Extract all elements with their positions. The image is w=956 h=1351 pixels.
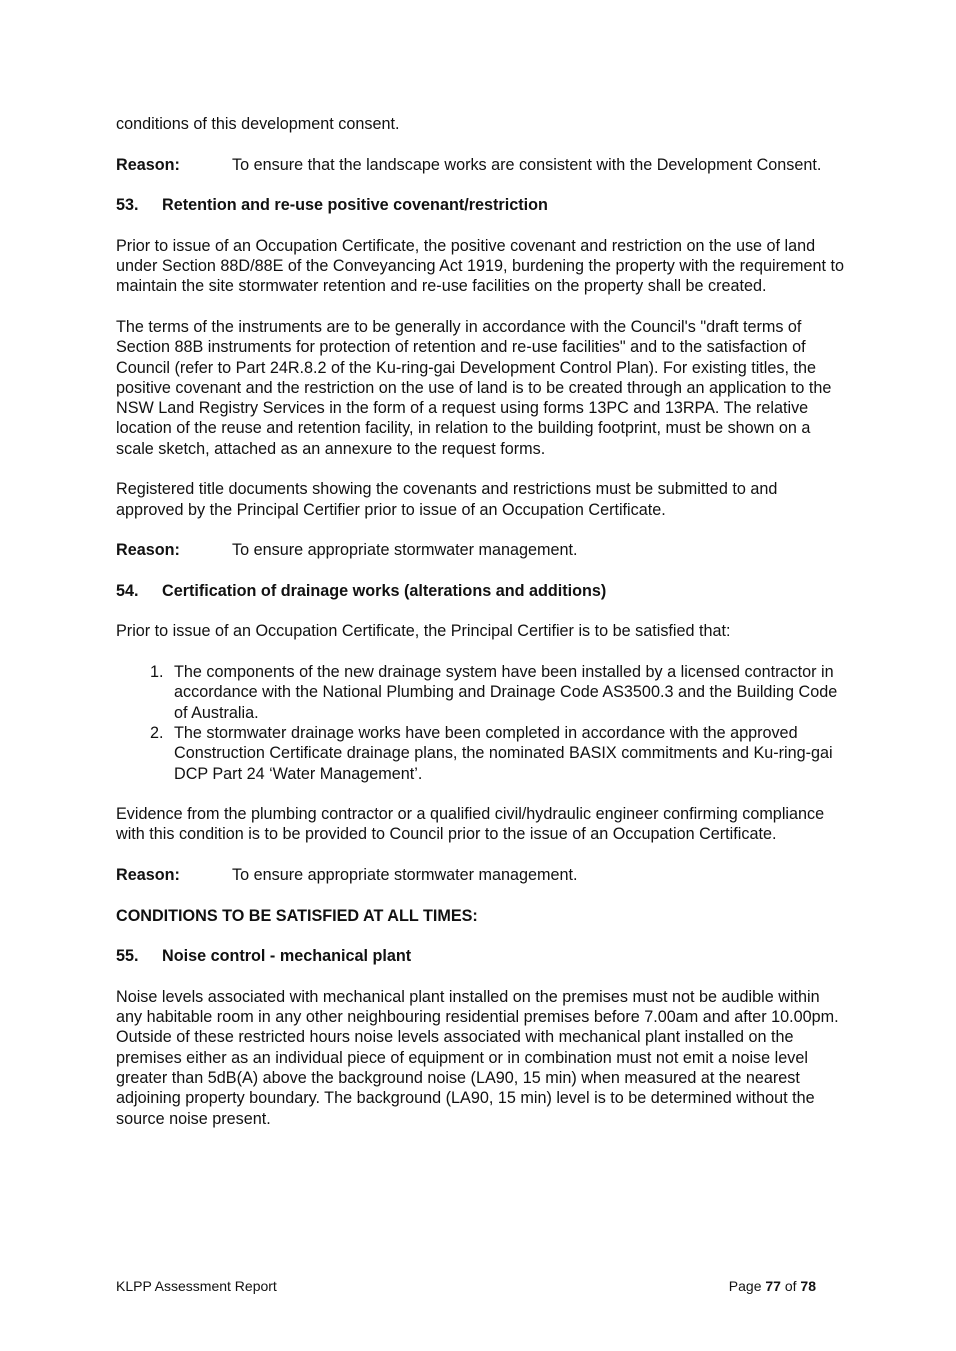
list-item-text: The components of the new drainage system have been installed by a licensed contractor in accordance with the National Plumbing and Drainage Code AS3500.3 and the Building Code of Australia. xyxy=(174,663,838,722)
section-54-paragraph-2: Evidence from the plumbing contractor or a qualified civil/hydraulic engineer confirming compliance with this condition is to be provided to Council prior to the issue of an Occupation Certificate. xyxy=(116,805,825,844)
list-item xyxy=(116,662,846,723)
section-53-title: Retention and re-use positive covenant/restriction xyxy=(162,196,548,215)
section-55-paragraph-1: Noise levels associated with mechanical plant installed on the premises must not be audible within any habitable room in any other neighbouring residential premises before 7.00am and after 10.00pm. Outside of these restricted hours noise levels associated with mechanical plant installed on the premises either as an individual piece of equipment or in combination must not emit a noise level greater than 5dB(A) above the background noise (LA90, 15 min) when measured at the nearest adjoining property boundary. The background (LA90, 15 min) level is to be determined without the source noise present. xyxy=(116,987,839,1128)
reason-row-landscape xyxy=(116,155,846,175)
list-item-number: 1. xyxy=(150,663,164,682)
list-item xyxy=(116,723,846,784)
reason-text: To ensure appropriate stormwater management. xyxy=(232,865,578,884)
section-53-heading xyxy=(116,195,846,215)
section-54-number: 54. xyxy=(116,581,139,600)
section-54-list xyxy=(116,662,846,784)
footer-page-number xyxy=(729,1277,816,1295)
section-54-heading xyxy=(116,581,846,601)
section-53-paragraph-3: Registered title documents showing the covenants and restrictions must be submitted to and approved by the Principal Certifier prior to issue of an Occupation Certificate. xyxy=(116,480,778,519)
reason-label: Reason: xyxy=(116,541,180,560)
section-55-title: Noise control - mechanical plant xyxy=(162,947,412,966)
reason-label: Reason: xyxy=(116,865,180,884)
document-page xyxy=(116,114,846,1149)
section-55-number: 55. xyxy=(116,947,139,966)
section-54-paragraph-1: Prior to issue of an Occupation Certificate, the Principal Certifier is to be satisfied that: xyxy=(116,622,731,641)
footer-page-current: 77 xyxy=(765,1278,781,1294)
section-54-title: Certification of drainage works (alterations and additions) xyxy=(162,581,607,600)
intro-paragraph: conditions of this development consent. xyxy=(116,115,400,133)
footer-page-word: Page xyxy=(728,1278,762,1294)
list-item-text: The stormwater drainage works have been completed in accordance with the approved Construction Certificate drainage plans, the nominated BASIX commitments and Ku-ring-gai DCP Part 24 ‘Water Management’. xyxy=(174,723,833,783)
footer-page-total: 78 xyxy=(800,1278,816,1294)
section-55-heading xyxy=(116,946,846,966)
section-53-paragraph-1: Prior to issue of an Occupation Certificate, the positive covenant and restriction on the use of land under Section 88D/88E of the Conveyancing Act 1919, burdening the property with the requirement to maintain the site stormwater retention and re-use facilities on the property shall be created. xyxy=(116,236,845,296)
reason-row-section-54 xyxy=(116,865,846,885)
reason-text: To ensure appropriate stormwater management. xyxy=(232,541,578,560)
section-53-number: 53. xyxy=(116,196,139,215)
footer-report-name: KLPP Assessment Report xyxy=(116,1278,277,1294)
reason-label: Reason: xyxy=(116,155,180,174)
reason-text: To ensure that the landscape works are consistent with the Development Consent. xyxy=(232,155,822,174)
reason-row-section-53 xyxy=(116,540,846,560)
footer-page-of: of xyxy=(784,1278,797,1294)
list-item-number: 2. xyxy=(150,723,164,742)
section-53-paragraph-2: The terms of the instruments are to be generally in accordance with the Council's "draft terms of Section 88B instruments for protection of retention and re-use facilities" and to the satisfaction of Council (refer to Part 24R.8.2 of the Ku-ring-gai Development Control Plan). For existing titles, the positive covenant and the restriction on the use of land is to be created through an application to the NSW Land Registry Services in the form of a request using forms 13PC and 13RPA. The relative location of the reuse and retention facility, in relation to the building footprint, must be shown on a scale sketch, attached as an annexure to the request forms. xyxy=(116,317,832,458)
conditions-heading: CONDITIONS TO BE SATISFIED AT ALL TIMES: xyxy=(116,906,478,925)
